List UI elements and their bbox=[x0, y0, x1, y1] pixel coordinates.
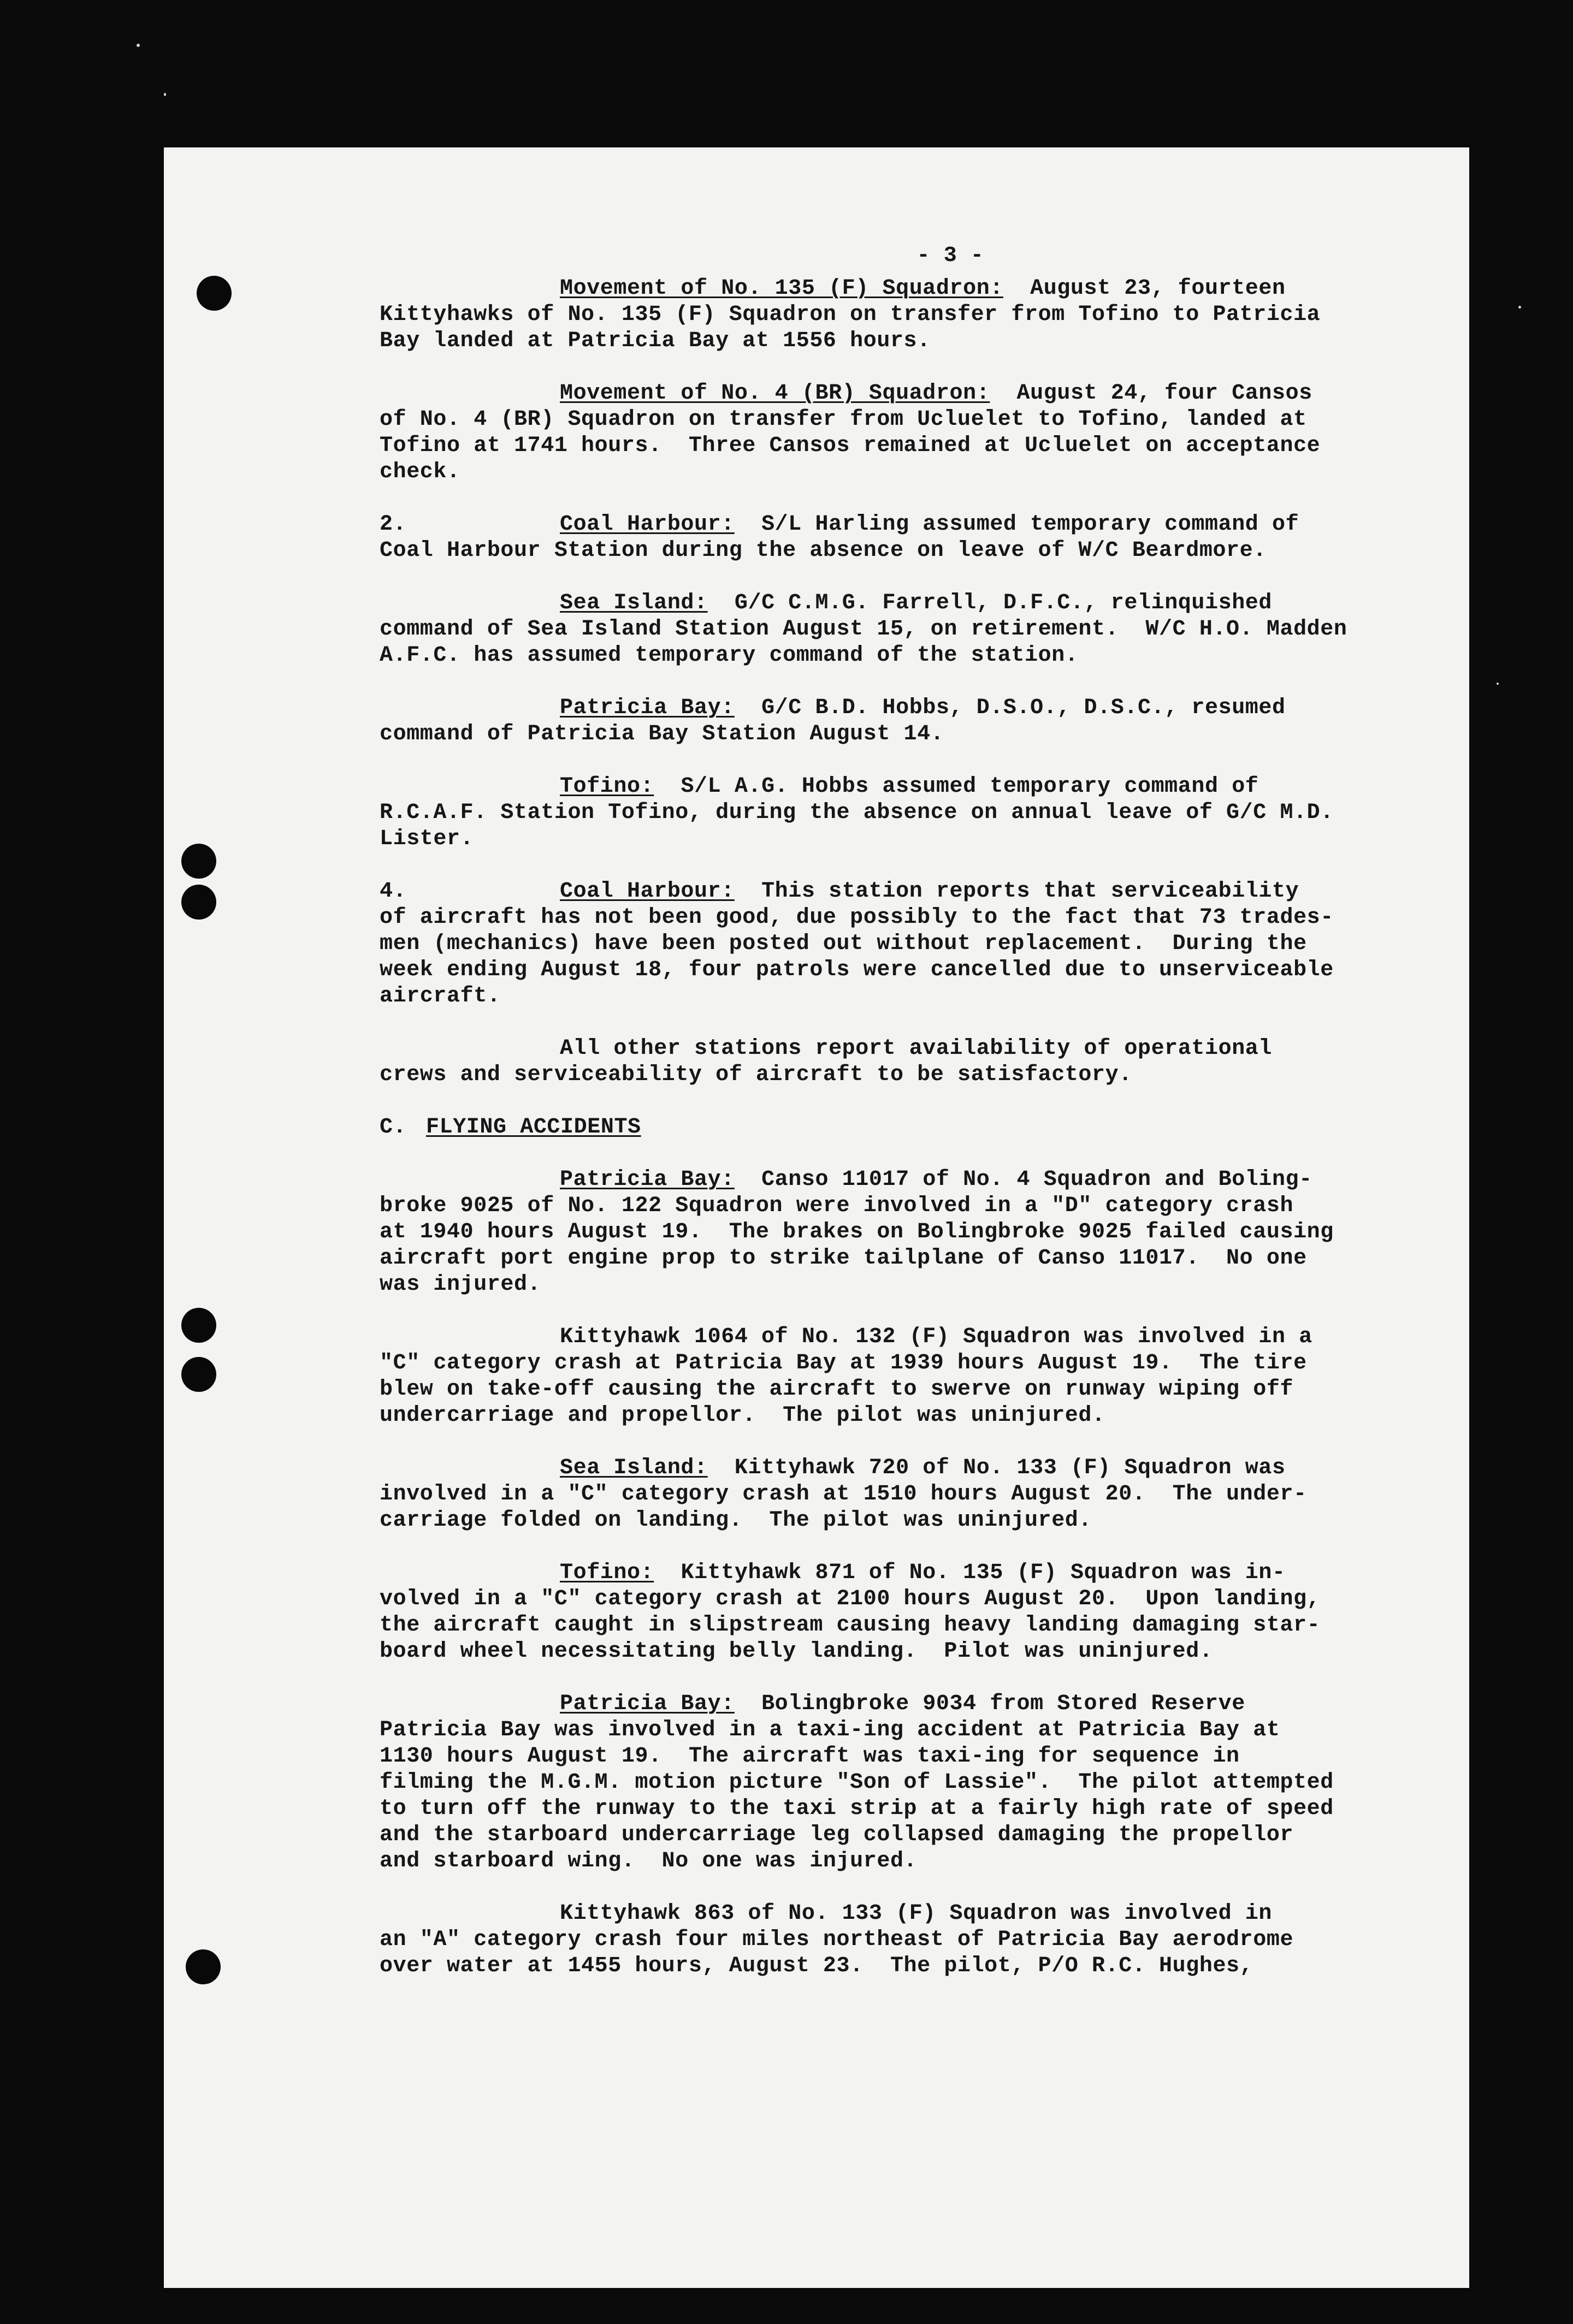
para-line: aircraft port engine prop to strike tailplane of Canso 11017. No one bbox=[380, 1246, 1307, 1271]
para-coal-harbour-command: 2. Coal Harbour: S/L Harling assumed temporary command of Coal Harbour Station during the absence on leave of W/C Beardmore. bbox=[380, 512, 1401, 564]
para-accident-patricia-bay-bolingbroke: Patricia Bay: Bolingbroke 9034 from Stored Reserve Patricia Bay was involved in a taxi-ing accident at Patricia Bay at 1130 hours August 19. The aircraft was taxi-ing for sequence in filming the M.G.M. motion picture "Son of Lassie". The pilot attempted to turn off the runway to the taxi strip at a fairly high rate of speed and the starboard undercarriage leg collapsed damaging the propellor and starboard wing. No one was injured. bbox=[380, 1691, 1401, 1875]
para-line: broke 9025 of No. 122 Squadron were involved in a "D" category crash bbox=[380, 1194, 1294, 1218]
para-patricia-bay-command: Patricia Bay: G/C B.D. Hobbs, D.S.O., D.S.C., resumed command of Patricia Bay Station August 14. bbox=[380, 695, 1401, 748]
para-line: over water at 1455 hours, August 23. The pilot, P/O R.C. Hughes, bbox=[380, 1954, 1253, 1978]
section-letter: C. bbox=[380, 1115, 407, 1140]
punch-hole-top bbox=[197, 276, 232, 311]
para-line: week ending August 18, four patrols were cancelled due to unserviceable bbox=[380, 958, 1334, 982]
para-line: was injured. bbox=[380, 1272, 541, 1297]
para-line: at 1940 hours August 19. The brakes on Bolingbroke 9025 failed causing bbox=[380, 1220, 1334, 1244]
punch-hole-middle-2 bbox=[181, 885, 216, 920]
para-line: "C" category crash at Patricia Bay at 1939 hours August 19. The tire bbox=[380, 1351, 1307, 1376]
para-line: command of Patricia Bay Station August 14. bbox=[380, 722, 944, 746]
para-line: and the starboard undercarriage leg collapsed damaging the propellor bbox=[380, 1823, 1294, 1847]
para-line: filming the M.G.M. motion picture "Son of Lassie". The pilot attempted bbox=[380, 1770, 1334, 1795]
heading-sea-island: Sea Island: bbox=[560, 591, 708, 615]
para-line: Kittyhawk 863 of No. 133 (F) Squadron was involved in bbox=[560, 1901, 1273, 1926]
para-line: an "A" category crash four miles northeast of Patricia Bay aerodrome bbox=[380, 1928, 1294, 1952]
heading-movement-4: Movement of No. 4 (BR) Squadron: bbox=[560, 381, 990, 406]
para-movement-135: Movement of No. 135 (F) Squadron: August 23, fourteen Kittyhawks of No. 135 (F) Squadron on transfer from Tofino to Patricia Bay landed at Patricia Bay at 1556 hours. bbox=[380, 276, 1401, 354]
para-line: aircraft. bbox=[380, 984, 501, 1009]
punch-hole-middle-1 bbox=[181, 844, 216, 879]
heading-patricia-bay: Patricia Bay: bbox=[560, 1692, 735, 1716]
para-line: Kittyhawk 1064 of No. 132 (F) Squadron was involved in a bbox=[560, 1325, 1312, 1349]
heading-coal-harbour: Coal Harbour: bbox=[560, 879, 735, 904]
section-title: FLYING ACCIDENTS bbox=[426, 1115, 641, 1140]
para-line: Coal Harbour Station during the absence on leave of W/C Beardmore. bbox=[380, 538, 1267, 563]
para-line: A.F.C. has assumed temporary command of the station. bbox=[380, 643, 1079, 668]
para-line: carriage folded on landing. The pilot was uninjured. bbox=[380, 1508, 1092, 1533]
para-accident-patricia-bay-canso: Patricia Bay: Canso 11017 of No. 4 Squadron and Boling- broke 9025 of No. 122 Squadron were involved in a "D" category crash at 1940 hours August 19. The brakes on Bolingbroke 9025 failed causing aircraft port engine prop to strike tailplane of Canso 11017. No one was injured. bbox=[380, 1167, 1401, 1298]
para-line: men (mechanics) have been posted out without replacement. During the bbox=[380, 932, 1307, 956]
para-line: check. bbox=[380, 460, 460, 484]
section-c-heading bbox=[380, 1114, 1401, 1141]
punch-hole-middle-4 bbox=[181, 1357, 216, 1392]
para-tofino-command: Tofino: S/L A.G. Hobbs assumed temporary command of R.C.A.F. Station Tofino, during the absence on annual leave of G/C M.D. Lister. bbox=[380, 774, 1401, 852]
section-number: 2. bbox=[380, 512, 407, 537]
para-line: command of Sea Island Station August 15, on retirement. W/C H.O. Madden bbox=[380, 617, 1347, 642]
para-line: 1130 hours August 19. The aircraft was taxi-ing for sequence in bbox=[380, 1744, 1240, 1769]
document-text bbox=[380, 243, 1401, 2006]
para-line: to turn off the runway to the taxi strip at a fairly high rate of speed bbox=[380, 1797, 1334, 1821]
heading-sea-island: Sea Island: bbox=[560, 1456, 708, 1480]
heading-tofino: Tofino: bbox=[560, 1561, 654, 1585]
para-accident-sea-island: Sea Island: Kittyhawk 720 of No. 133 (F) Squadron was involved in a "C" category crash at 1510 hours August 20. The under- carriage folded on landing. The pilot was uninjured. bbox=[380, 1455, 1401, 1534]
para-line: involved in a "C" category crash at 1510 hours August 20. The under- bbox=[380, 1482, 1307, 1507]
para-line: and starboard wing. No one was injured. bbox=[380, 1849, 918, 1874]
para-line: undercarriage and propellor. The pilot was uninjured. bbox=[380, 1403, 1105, 1428]
para-line: All other stations report availability of operational bbox=[560, 1036, 1273, 1061]
para-line: Bay landed at Patricia Bay at 1556 hours. bbox=[380, 329, 931, 353]
para-line: the aircraft caught in slipstream causing heavy landing damaging star- bbox=[380, 1613, 1321, 1638]
para-line: volved in a "C" category crash at 2100 hours August 20. Upon landing, bbox=[380, 1587, 1321, 1611]
document-page bbox=[164, 147, 1469, 2288]
para-accident-tofino: Tofino: Kittyhawk 871 of No. 135 (F) Squadron was in- volved in a "C" category crash at 2100 hours August 20. Upon landing, the aircraft caught in slipstream causing heavy landing damaging star- board wheel necessitating belly landing. Pilot was uninjured. bbox=[380, 1560, 1401, 1665]
heading-movement-135: Movement of No. 135 (F) Squadron: bbox=[560, 276, 1003, 301]
para-line: Tofino at 1741 hours. Three Cansos remained at Ucluelet on acceptance bbox=[380, 434, 1321, 458]
para-accident-kittyhawk-863 bbox=[380, 1901, 1401, 1979]
para-line: Kittyhawks of No. 135 (F) Squadron on transfer from Tofino to Patricia bbox=[380, 303, 1321, 327]
para-line: of aircraft has not been good, due possibly to the fact that 73 trades- bbox=[380, 905, 1334, 930]
para-all-stations bbox=[380, 1036, 1401, 1088]
para-line: of No. 4 (BR) Squadron on transfer from Ucluelet to Tofino, landed at bbox=[380, 407, 1307, 432]
para-sea-island-command: Sea Island: G/C C.M.G. Farrell, D.F.C., relinquished command of Sea Island Station August 15, on retirement. W/C H.O. Madden A.F.C. has assumed temporary command of the station. bbox=[380, 590, 1401, 669]
punch-hole-middle-3 bbox=[181, 1308, 216, 1343]
section-number: 4. bbox=[380, 879, 407, 904]
punch-hole-bottom bbox=[186, 1949, 221, 1984]
para-coal-harbour-serviceability: 4. Coal Harbour: This station reports that serviceability of aircraft has not been good, due possibly to the fact that 73 trades- men (mechanics) have been posted out without replacement. During the week ending August 18, four patrols were cancelled due to unserviceable aircraft. bbox=[380, 879, 1401, 1010]
heading-patricia-bay: Patricia Bay: bbox=[560, 696, 735, 720]
heading-coal-harbour: Coal Harbour: bbox=[560, 512, 735, 537]
para-line: blew on take-off causing the aircraft to swerve on runway wiping off bbox=[380, 1377, 1294, 1402]
para-movement-4: Movement of No. 4 (BR) Squadron: August 24, four Cansos of No. 4 (BR) Squadron on transfer from Ucluelet to Tofino, landed at Tofino at 1741 hours. Three Cansos remained at Ucluelet on acceptance check. bbox=[380, 381, 1401, 485]
heading-tofino: Tofino: bbox=[560, 774, 654, 799]
para-line: R.C.A.F. Station Tofino, during the absence on annual leave of G/C M.D. bbox=[380, 801, 1334, 825]
page-number: - 3 - bbox=[916, 244, 984, 268]
para-line: crews and serviceability of aircraft to be satisfactory. bbox=[380, 1063, 1132, 1087]
heading-patricia-bay: Patricia Bay: bbox=[560, 1167, 735, 1192]
para-line: Patricia Bay was involved in a taxi-ing accident at Patricia Bay at bbox=[380, 1718, 1280, 1742]
para-line: board wheel necessitating belly landing. Pilot was uninjured. bbox=[380, 1639, 1213, 1664]
para-line: Lister. bbox=[380, 827, 474, 851]
para-accident-kittyhawk-1064 bbox=[380, 1324, 1401, 1429]
